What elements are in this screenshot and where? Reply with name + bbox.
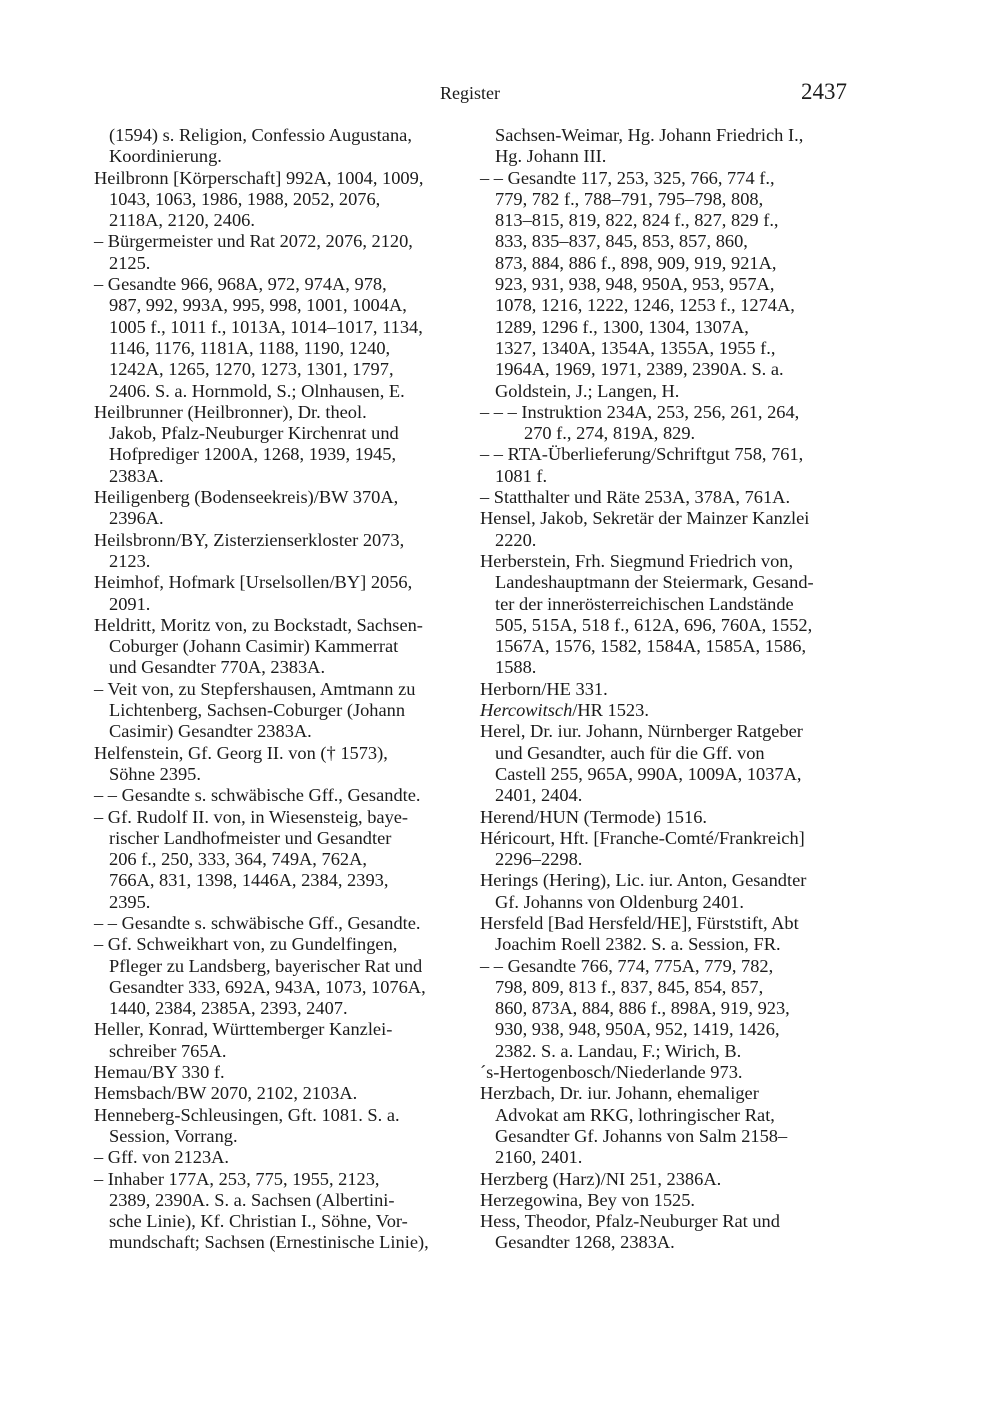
index-entry <box>480 1190 852 1211</box>
index-entry <box>480 679 852 700</box>
index-entry-line: Session, Vorrang. <box>109 1125 238 1146</box>
index-entry-line: 2160, 2401. <box>495 1147 583 1168</box>
index-entry-line: 1043, 1063, 1986, 1988, 2052, 2076, <box>109 188 381 209</box>
index-entry <box>94 168 474 232</box>
index-entry-line: 2382. S. a. Landau, F.; Wirich, B. <box>495 1040 742 1061</box>
index-entry-line: Gesandter 1268, 2383A. <box>495 1232 675 1253</box>
index-entry-line: Herings (Hering), Lic. iur. Anton, Gesandter <box>480 870 807 891</box>
index-entry-line: 766A, 831, 1398, 1446A, 2384, 2393, <box>109 870 389 891</box>
index-entry-line: Coburger (Johann Casimir) Kammerrat <box>109 636 399 657</box>
index-entry <box>94 125 474 168</box>
index-entry-line: Gesandter Gf. Johanns von Salm 2158– <box>495 1125 788 1146</box>
index-entry-line: 2220. <box>495 529 537 550</box>
index-entry-line: 987, 992, 993A, 995, 998, 1001, 1004A, <box>109 295 407 316</box>
index-entry-line: 270 f., 274, 819A, 829. <box>524 423 696 444</box>
index-entry-line: Herzegowina, Bey von 1525. <box>480 1189 696 1210</box>
index-entry-line: 1964A, 1969, 1971, 2389, 2390A. S. a. <box>495 359 784 380</box>
index-entry-line: ter der innerösterreichischen Landstände <box>495 593 794 614</box>
index-entry-line: – – Gesandte s. schwäbische Gff., Gesandte. <box>94 912 421 933</box>
index-entry-line: 1242A, 1265, 1270, 1273, 1301, 1797, <box>109 359 394 380</box>
index-entry-line: – Gff. von 2123A. <box>94 1147 230 1168</box>
index-entry <box>94 402 474 487</box>
index-entry-line: 1078, 1216, 1222, 1246, 1253 f., 1274A, <box>495 295 795 316</box>
index-entry <box>480 956 852 1062</box>
index-entry-line: Hersfeld [Bad Hersfeld/HE], Fürststift, Abt <box>480 912 799 933</box>
index-entry-line: Gf. Johanns von Oldenburg 2401. <box>495 891 744 912</box>
index-entry-line: 1005 f., 1011 f., 1013A, 1014–1017, 1134, <box>109 316 423 337</box>
index-entry-line: 813–815, 819, 822, 824 f., 827, 829 f., <box>495 210 779 231</box>
index-entry-line: Heilbronn [Körperschaft] 992A, 1004, 1009, <box>94 167 424 188</box>
index-entry-line: Heller, Konrad, Württemberger Kanzlei- <box>94 1019 393 1040</box>
index-entry-line: Heilbrunner (Heilbronner), Dr. theol. <box>94 401 367 422</box>
index-entry <box>480 870 852 913</box>
index-entry-line: 1440, 2384, 2385A, 2393, 2407. <box>109 998 348 1019</box>
index-entry <box>94 487 474 530</box>
index-entry-line: ´s-Hertogenbosch/Niederlande 973. <box>480 1062 743 1083</box>
index-entry-line: Joachim Roell 2382. S. a. Session, FR. <box>495 934 781 955</box>
index-entry-line: 505, 515A, 518 f., 612A, 696, 760A, 1552, <box>495 614 813 635</box>
index-entry-line: 1567A, 1576, 1582, 1584A, 1585A, 1586, <box>495 636 807 657</box>
index-entry <box>94 913 474 934</box>
index-entry-line: Koordinierung. <box>109 146 222 167</box>
page-number: 2437 <box>801 79 847 104</box>
index-entry-line: 833, 835–837, 845, 853, 857, 860, <box>495 231 748 252</box>
index-entry-line: 2395. <box>109 891 151 912</box>
index-entry-line: Hemau/BY 330 f. <box>94 1062 225 1083</box>
index-entry-line: 2123. <box>109 550 151 571</box>
index-entry <box>480 913 852 956</box>
index-entry-line: – Gesandte 966, 968A, 972, 974A, 978, <box>94 274 387 295</box>
index-entry-line: 2296–2298. <box>495 849 583 870</box>
index-entry-line: – Gf. Rudolf II. von, in Wiesensteig, baye- <box>94 806 409 827</box>
index-entry-line: – Statthalter und Räte 253A, 378A, 761A. <box>480 487 791 508</box>
index-entry-line: – – Gesandte s. schwäbische Gff., Gesandte. <box>94 785 421 806</box>
index-entry-line: – Inhaber 177A, 253, 775, 1955, 2123, <box>94 1168 380 1189</box>
index-entry <box>94 1147 474 1168</box>
index-entry-line: Hensel, Jakob, Sekretär der Mainzer Kanzlei <box>480 508 810 529</box>
index-entry-line: rischer Landhofmeister und Gesandter <box>109 827 392 848</box>
index-entry <box>94 743 474 786</box>
index-entry-line: – Veit von, zu Stepfershausen, Amtmann zu <box>94 678 416 699</box>
index-entry-line: Héricourt, Hft. [Franche-Comté/Frankreich] <box>480 827 805 848</box>
index-entry-line: Advokat am RKG, lothringischer Rat, <box>495 1104 775 1125</box>
index-entry-line: Herborn/HE 331. <box>480 678 608 699</box>
index-entry-line: 2396A. <box>109 508 164 529</box>
index-entry-line: 1289, 1296 f., 1300, 1304, 1307A, <box>495 316 749 337</box>
index-entry-line: mundschaft; Sachsen (Ernestinische Linie), <box>109 1232 429 1253</box>
index-entry <box>94 679 474 743</box>
index-entry-line: Hess, Theodor, Pfalz-Neuburger Rat und <box>480 1211 780 1232</box>
index-entry-line: (1594) s. Religion, Confessio Augustana, <box>109 125 412 145</box>
index-entry-line: 2401, 2404. <box>495 785 583 806</box>
index-entry-line: Hofprediger 1200A, 1268, 1939, 1945, <box>109 444 397 465</box>
index-entry-line: Pfleger zu Landsberg, bayerischer Rat und <box>109 955 423 976</box>
index-entry <box>94 572 474 615</box>
index-entry-line: Söhne 2395. <box>109 763 201 784</box>
index-entry-line: Goldstein, J.; Langen, H. <box>495 380 680 401</box>
index-entry-line: Jakob, Pfalz-Neuburger Kirchenrat und <box>109 423 399 444</box>
index-column-right <box>480 125 852 1254</box>
index-entry-line: – – RTA-Überlieferung/Schriftgut 758, 761, <box>480 444 804 465</box>
index-entry-line: 1146, 1176, 1181A, 1188, 1190, 1240, <box>109 337 391 358</box>
index-entry <box>94 807 474 913</box>
index-entry <box>480 1169 852 1190</box>
index-entry <box>94 785 474 806</box>
index-entry <box>480 1083 852 1168</box>
index-entry <box>94 1019 474 1062</box>
index-entry <box>480 125 852 168</box>
index-column-left <box>94 125 474 1254</box>
index-entry-line: 206 f., 250, 333, 364, 749A, 762A, <box>109 849 367 870</box>
index-entry-line: Landeshauptmann der Steiermark, Gesand- <box>495 572 814 593</box>
index-entry-line: 860, 873A, 884, 886 f., 898A, 919, 923, <box>495 998 790 1019</box>
index-entry-line: 2125. <box>109 252 151 273</box>
index-entry-line: Henneberg-Schleusingen, Gft. 1081. S. a. <box>94 1104 400 1125</box>
index-entry-line: Herberstein, Frh. Siegmund Friedrich von, <box>480 550 794 571</box>
index-entry <box>94 615 474 679</box>
index-entry <box>480 1211 852 1254</box>
index-entry-line: 923, 931, 938, 948, 950A, 953, 957A, <box>495 274 775 295</box>
index-entry-line: Hg. Johann III. <box>495 146 607 167</box>
index-entry <box>480 721 852 806</box>
index-entry-line: 2406. S. a. Hornmold, S.; Olnhausen, E. <box>109 380 405 401</box>
index-entry-line: Gesandter 333, 692A, 943A, 1073, 1076A, <box>109 976 426 997</box>
index-entry-line: Lichtenberg, Sachsen-Coburger (Johann <box>109 700 406 721</box>
index-entry <box>94 934 474 1019</box>
index-entry <box>94 274 474 402</box>
index-entry-line: – – Gesandte 117, 253, 325, 766, 774 f., <box>480 167 775 188</box>
index-entry-line: – Bürgermeister und Rat 2072, 2076, 2120, <box>94 231 413 252</box>
index-entry <box>94 530 474 573</box>
index-entry-line: Herzbach, Dr. iur. Johann, ehemaliger <box>480 1083 759 1104</box>
index-entry-line: – – – Instruktion 234A, 253, 256, 261, 264, <box>480 401 800 422</box>
index-entry-line: Casimir) Gesandter 2383A. <box>109 721 312 742</box>
index-entry-line: Sachsen-Weimar, Hg. Johann Friedrich I., <box>495 125 804 145</box>
index-entry <box>94 1083 474 1104</box>
index-entry <box>480 487 852 508</box>
italic-headword: Hercowitsch <box>480 700 573 721</box>
index-entry-line: Castell 255, 965A, 990A, 1009A, 1037A, <box>495 763 802 784</box>
index-entry-line: 798, 809, 813 f., 837, 845, 854, 857, <box>495 976 764 997</box>
index-entry-line: 873, 884, 886 f., 898, 909, 919, 921A, <box>495 252 777 273</box>
index-entry-line: 1081 f. <box>495 465 548 486</box>
index-entry-line: Herzberg (Harz)/NI 251, 2386A. <box>480 1168 722 1189</box>
index-entry-line: 1327, 1340A, 1354A, 1355A, 1955 f., <box>495 337 776 358</box>
index-entry-line: 2091. <box>109 593 151 614</box>
index-entry <box>94 1105 474 1148</box>
index-entry-line: 2118A, 2120, 2406. <box>109 210 255 231</box>
index-entry <box>480 807 852 828</box>
index-entry-line: Hercowitsch/HR 1523. <box>480 700 649 721</box>
index-entry-line: 2383A. <box>109 465 164 486</box>
index-entry <box>480 168 852 402</box>
index-entry-line: 2389, 2390A. S. a. Sachsen (Albertini- <box>109 1189 395 1210</box>
index-entry <box>480 700 852 721</box>
index-entry-line: schreiber 765A. <box>109 1040 227 1061</box>
index-entry-line: Hemsbach/BW 2070, 2102, 2103A. <box>94 1083 358 1104</box>
index-entry-line: sche Linie), Kf. Christian I., Söhne, Vor- <box>109 1211 408 1232</box>
index-entry-line: Heldritt, Moritz von, zu Bockstadt, Sachsen- <box>94 614 423 635</box>
index-entry <box>94 1062 474 1083</box>
index-entry-line: Herend/HUN (Termode) 1516. <box>480 806 707 827</box>
index-entry-line: Herel, Dr. iur. Johann, Nürnberger Ratgeber <box>480 721 803 742</box>
index-entry-line: und Gesandter 770A, 2383A. <box>109 657 326 678</box>
index-entry-line: – Gf. Schweikhart von, zu Gundelfingen, <box>94 934 398 955</box>
index-entry <box>94 1169 474 1254</box>
index-entry-line: 930, 938, 948, 950A, 952, 1419, 1426, <box>495 1019 780 1040</box>
index-entry-line: Heiligenberg (Bodenseekreis)/BW 370A, <box>94 487 399 508</box>
index-entry <box>480 828 852 871</box>
index-entry <box>94 231 474 274</box>
index-entry-line: 1588. <box>495 657 537 678</box>
index-entry-line: und Gesandter, auch für die Gff. von <box>495 742 765 763</box>
index-entry-line: Helfenstein, Gf. Georg II. von († 1573), <box>94 742 388 763</box>
index-entry <box>480 508 852 551</box>
index-entry-line: – – Gesandte 766, 774, 775A, 779, 782, <box>480 955 774 976</box>
index-entry <box>480 1062 852 1083</box>
index-entry <box>480 444 852 487</box>
index-entry <box>480 551 852 679</box>
index-entry <box>480 402 852 445</box>
index-entry-line: 779, 782 f., 788–791, 795–798, 808, <box>495 188 764 209</box>
running-header: Register <box>440 83 500 103</box>
index-entry-line: Heimhof, Hofmark [Urselsollen/BY] 2056, <box>94 572 413 593</box>
index-entry-line: Heilsbronn/BY, Zisterzienserkloster 2073, <box>94 529 405 550</box>
